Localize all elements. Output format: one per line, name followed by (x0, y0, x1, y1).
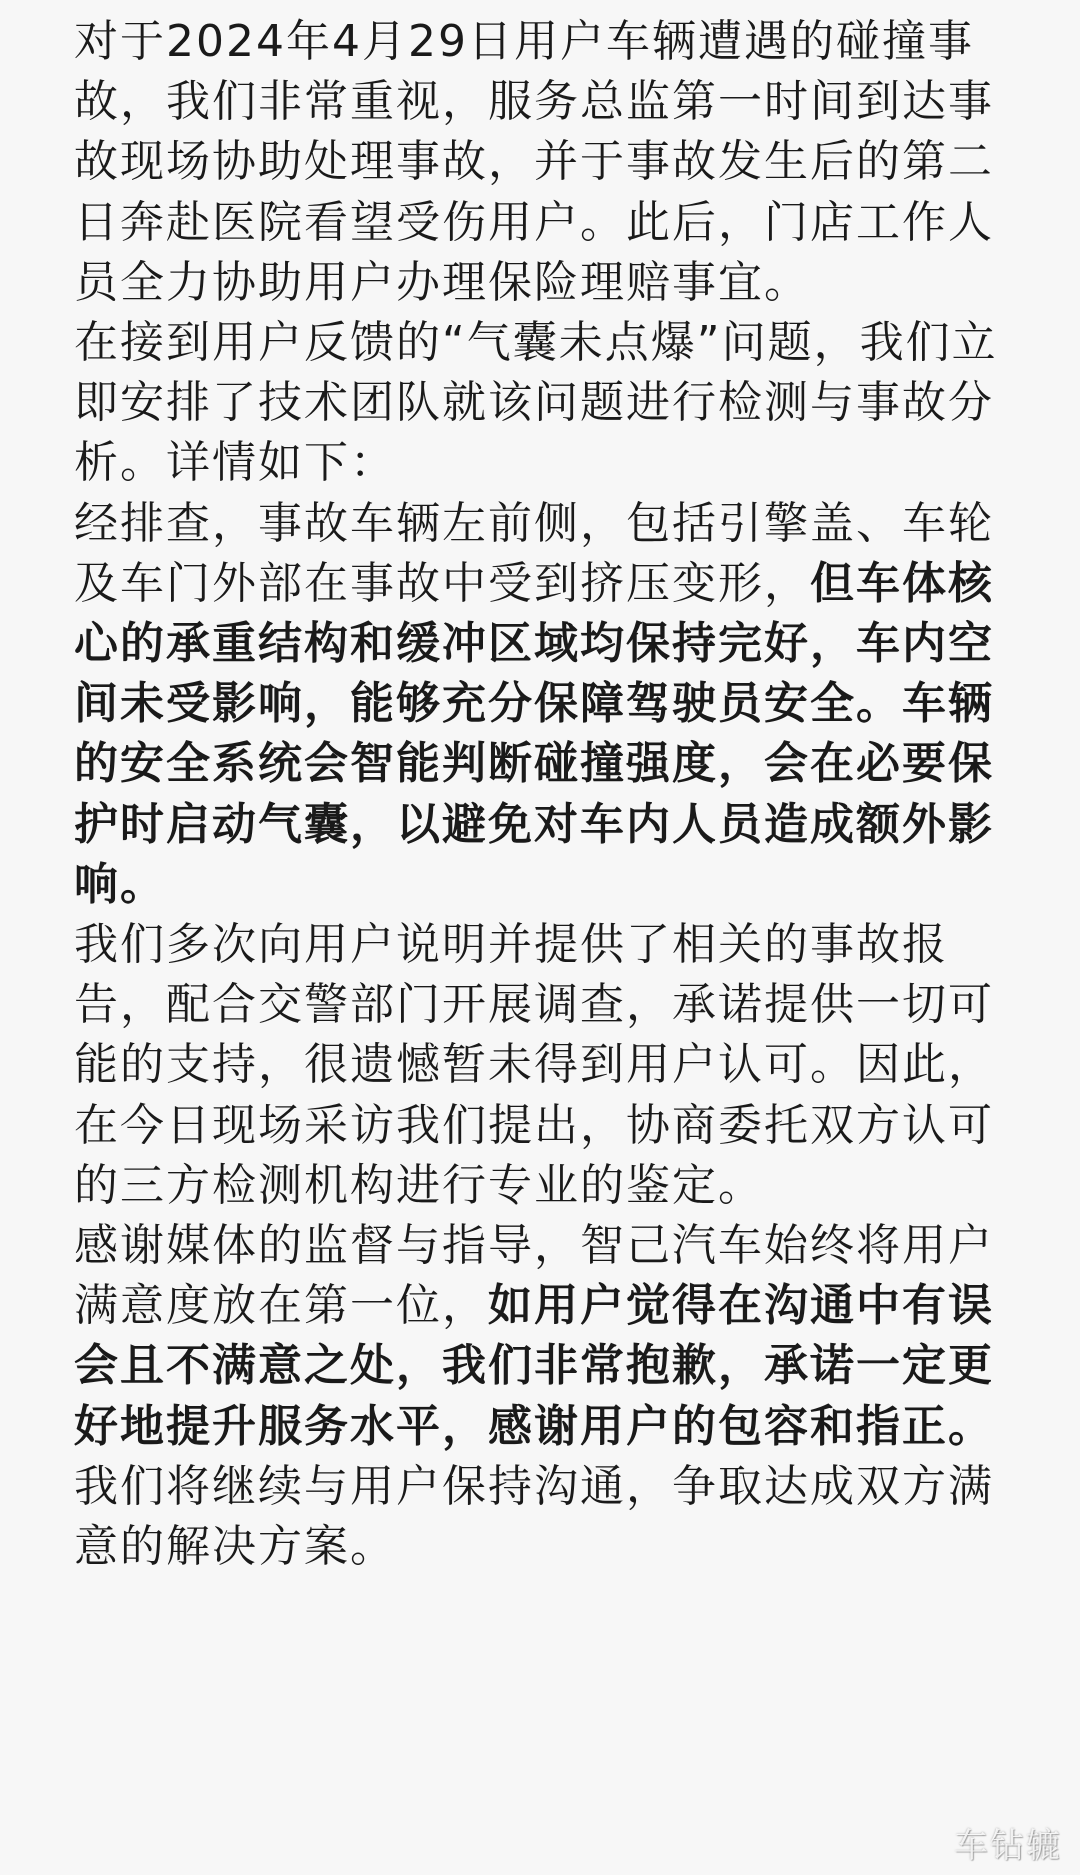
paragraph-5-line-2 (74, 1276, 994, 1336)
text-segment: 员全力协助用户办理保险理赔事宜。 (74, 256, 810, 308)
paragraph-4-line-4 (74, 1096, 994, 1156)
paragraph-3-line-6 (74, 795, 994, 855)
paragraph-3-line-7 (74, 855, 166, 915)
text-segment: 我们将继续与用户保持沟通，争取达成双方满 (74, 1460, 994, 1512)
paragraph-5-line-4 (74, 1397, 994, 1457)
paragraph-5-line-3 (74, 1336, 994, 1396)
text-segment: 满意度放在第一位， (74, 1280, 488, 1332)
text-segment: 即安排了技术团队就该问题进行检测与事故分 (74, 377, 994, 429)
text-segment: 日奔赴医院看望受伤用户。此后，门店工作人 (74, 196, 994, 248)
paragraph-2-line-3 (74, 433, 396, 493)
text-segment: 感谢媒体的监督与指导，智己汽车始终将用户 (74, 1220, 994, 1271)
text-segment: 经排查，事故车辆左前侧，包括引擎盖、车轮 (74, 497, 994, 549)
text-segment: 析。详情如下： (74, 437, 396, 489)
paragraph-6-line-2 (74, 1517, 396, 1577)
paragraph-6-line-1 (74, 1457, 994, 1517)
paragraph-1-line-4 (74, 193, 994, 253)
paragraph-3-line-5 (74, 734, 994, 794)
bold-text-segment: 如用户觉得在沟通中有误 (488, 1280, 994, 1332)
text-segment: 在今日现场采访我们提出，协商委托双方认可 (74, 1099, 994, 1151)
text-segment: 我们多次向用户说明并提供了相关的事故报 (74, 919, 948, 970)
paragraph-4-line-5 (74, 1156, 764, 1216)
text-segment: 故现场协助处理事故，并于事故发生后的第二 (74, 136, 994, 188)
paragraph-5-line-1 (74, 1216, 994, 1276)
paragraph-3-line-2 (74, 554, 994, 614)
text-segment: 告，配合交警部门开展调查，承诺提供一切可 (74, 979, 994, 1031)
text-segment: 在接到用户反馈的“气囊未点爆”问题，我们立 (74, 317, 998, 368)
paragraph-4-line-3 (74, 1035, 994, 1095)
paragraph-1-line-3 (74, 132, 994, 192)
text-segment: 故，我们非常重视，服务总监第一时间到达事 (74, 76, 994, 128)
text-segment: 的三方检测机构进行专业的鉴定。 (74, 1159, 764, 1211)
bold-text-segment: 心的承重结构和缓冲区域均保持完好，车内空 (74, 618, 994, 669)
bold-text-segment: 但车体核 (810, 557, 994, 609)
paragraph-4-line-2 (74, 975, 994, 1035)
paragraph-1-line-2 (74, 72, 994, 132)
watermark-text: 车钻辘 (954, 1826, 1062, 1866)
bold-text-segment: 间未受影响，能够充分保障驾驶员安全。车辆 (74, 678, 994, 730)
paragraph-2-line-1 (74, 313, 998, 373)
paragraph-3-line-1 (74, 494, 994, 554)
bold-text-segment: 护时启动气囊，以避免对车内人员造成额外影 (74, 798, 994, 850)
paragraph-3-line-3 (74, 614, 994, 674)
text-segment: 及车门外部在事故中受到挤压变形， (74, 557, 810, 609)
bold-text-segment: 的安全系统会智能判断碰撞强度，会在必要保 (74, 738, 994, 790)
bold-text-segment: 会且不满意之处，我们非常抱歉，承诺一定更 (74, 1340, 994, 1392)
paragraph-1-line-5 (74, 253, 810, 313)
paragraph-1-line-1 (74, 12, 974, 72)
paragraph-4-line-1 (74, 915, 948, 975)
text-segment: 能的支持，很遗憾暂未得到用户认可。因此， (74, 1039, 994, 1091)
text-segment: 对于2024年4月29日用户车辆遭遇的碰撞事 (74, 16, 974, 67)
paragraph-3-line-4 (74, 674, 994, 734)
bold-text-segment: 好地提升服务水平，感谢用户的包容和指正。 (74, 1400, 994, 1452)
paragraph-2-line-2 (74, 373, 994, 433)
text-segment: 意的解决方案。 (74, 1521, 396, 1572)
bold-text-segment: 响。 (74, 858, 166, 910)
